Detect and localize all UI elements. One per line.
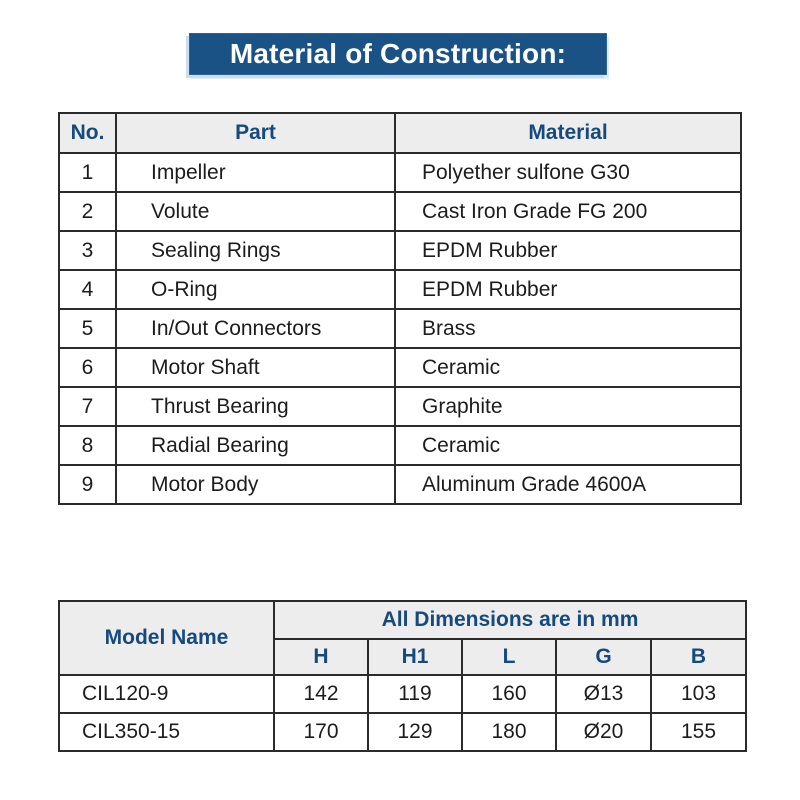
cell-part: Thrust Bearing [116,387,395,426]
cell-material: Ceramic [395,426,741,465]
table-row [59,309,741,348]
table-row [59,270,741,309]
cell-material: Ceramic [395,348,741,387]
cell-b: 103 [651,675,746,713]
cell-h1: 119 [368,675,462,713]
cell-no: 5 [59,309,116,348]
cell-material: Cast Iron Grade FG 200 [395,192,741,231]
column-header-h1: H1 [368,639,462,675]
table-row [59,153,741,192]
cell-no: 2 [59,192,116,231]
cell-l: 180 [462,713,556,751]
table-row [59,192,741,231]
column-header-b: B [651,639,746,675]
cell-part: Motor Body [116,465,395,504]
cell-h1: 129 [368,713,462,751]
cell-no: 4 [59,270,116,309]
column-header-model-name: Model Name [59,601,274,675]
cell-material: Polyether sulfone G30 [395,153,741,192]
column-header-g: G [556,639,651,675]
table-row [59,348,741,387]
cell-part: Radial Bearing [116,426,395,465]
cell-material: Graphite [395,387,741,426]
materials-header-row [59,113,741,153]
column-header-material: Material [395,113,741,153]
cell-material: EPDM Rubber [395,231,741,270]
cell-no: 9 [59,465,116,504]
column-header-h: H [274,639,368,675]
cell-material: Brass [395,309,741,348]
cell-h: 170 [274,713,368,751]
cell-part: Impeller [116,153,395,192]
table-row [59,713,746,751]
page-title: Material of Construction: [229,38,567,69]
cell-l: 160 [462,675,556,713]
cell-part: O-Ring [116,270,395,309]
cell-part: In/Out Connectors [116,309,395,348]
dimensions-table [58,600,747,752]
table-row [59,426,741,465]
dimensions-header-row-1 [59,601,746,639]
cell-no: 8 [59,426,116,465]
materials-table [58,112,742,505]
column-header-l: L [462,639,556,675]
table-row [59,675,746,713]
cell-g: Ø20 [556,713,651,751]
cell-b: 155 [651,713,746,751]
cell-material: EPDM Rubber [395,270,741,309]
title-banner [189,33,607,75]
table-row [59,387,741,426]
cell-no: 7 [59,387,116,426]
cell-no: 3 [59,231,116,270]
table-row [59,231,741,270]
cell-part: Motor Shaft [116,348,395,387]
cell-model: CIL350-15 [59,713,274,751]
column-header-part: Part [116,113,395,153]
cell-no: 6 [59,348,116,387]
cell-part: Sealing Rings [116,231,395,270]
cell-no: 1 [59,153,116,192]
column-header-no: No. [59,113,116,153]
cell-material: Aluminum Grade 4600A [395,465,741,504]
cell-g: Ø13 [556,675,651,713]
cell-h: 142 [274,675,368,713]
cell-model: CIL120-9 [59,675,274,713]
dimensions-note-header: All Dimensions are in mm [274,601,746,639]
table-row [59,465,741,504]
cell-part: Volute [116,192,395,231]
